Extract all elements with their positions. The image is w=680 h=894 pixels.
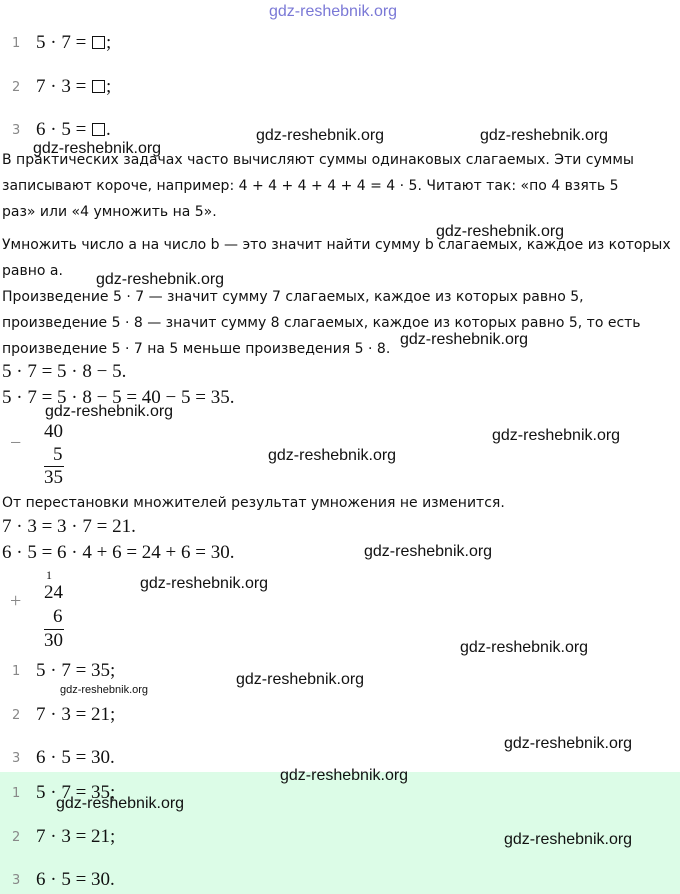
paragraph-line: произведение 5 · 7 на 5 меньше произведения 5 · 8. <box>2 341 391 357</box>
exercise-expression: 6 · 5 = . <box>36 119 111 140</box>
answer-box-icon <box>92 80 105 93</box>
paragraph-line: равно a. <box>2 263 63 279</box>
watermark: gdz-reshebnik.org <box>45 403 174 420</box>
exercise-number: 1 <box>12 36 21 51</box>
watermark-top: gdz-reshebnik.org <box>269 3 398 20</box>
equation: 7 · 3 = 3 · 7 = 21. <box>2 516 136 537</box>
watermark: gdz-reshebnik.org <box>460 639 589 656</box>
paragraph-line: произведение 5 · 8 — значит сумму 8 слагаемых, каждое из которых равно 5, то есть <box>2 315 641 331</box>
difference: 35 <box>44 467 63 488</box>
answer-expression: 7 · 3 = 21; <box>36 826 116 847</box>
paragraph-line: Умножить число a на число b — это значит найти сумму b слагаемых, каждое из которых <box>2 237 671 253</box>
minus-sign: − <box>10 432 22 454</box>
addend-bottom: 6 <box>53 606 63 627</box>
minuend: 40 <box>44 421 63 442</box>
plus-sign: + <box>10 590 22 612</box>
watermark: gdz-reshebnik.org <box>436 223 565 240</box>
watermark: gdz-reshebnik.org <box>60 684 149 696</box>
exercise-expression: 7 · 3 = ; <box>36 76 112 97</box>
carry-digit: 1 <box>46 568 52 582</box>
equation: 6 · 5 = 6 · 4 + 6 = 24 + 6 = 30. <box>2 542 235 563</box>
watermark: gdz-reshebnik.org <box>504 831 633 848</box>
watermark: gdz-reshebnik.org <box>268 447 397 464</box>
watermark: gdz-reshebnik.org <box>504 735 633 752</box>
paragraph-line: Произведение 5 · 7 — значит сумму 7 слагаемых, каждое из которых равно 5, <box>2 289 584 305</box>
answer-number: 2 <box>12 708 21 723</box>
addend-top: 24 <box>44 582 63 603</box>
watermark: gdz-reshebnik.org <box>400 331 529 348</box>
answer-expression: 5 · 7 = 35; <box>36 782 116 803</box>
paragraph-line: В практических задачах часто вычисляют суммы одинаковых слагаемых. Эти суммы <box>2 152 634 168</box>
sum: 30 <box>44 630 63 651</box>
exercise-number: 3 <box>12 123 21 138</box>
answer-box-icon <box>92 36 105 49</box>
watermark: gdz-reshebnik.org <box>236 671 365 688</box>
watermark: gdz-reshebnik.org <box>492 427 621 444</box>
watermark: gdz-reshebnik.org <box>256 127 385 144</box>
subtrahend: 5 <box>53 444 63 465</box>
exercise-expression: 5 · 7 = ; <box>36 32 112 53</box>
equation: 5 · 7 = 5 · 8 − 5 = 40 − 5 = 35. <box>2 387 235 408</box>
answer-box-icon <box>92 123 105 136</box>
watermark: gdz-reshebnik.org <box>364 543 493 560</box>
watermark: gdz-reshebnik.org <box>56 795 185 812</box>
answer-number: 1 <box>12 664 21 679</box>
answer-expression: 7 · 3 = 21; <box>36 704 116 725</box>
answer-number: 3 <box>12 751 21 766</box>
equation: 5 · 7 = 5 · 8 − 5. <box>2 361 127 382</box>
answer-number: 2 <box>12 830 21 845</box>
answer-expression: 6 · 5 = 30. <box>36 869 115 890</box>
answer-number: 3 <box>12 873 21 888</box>
paragraph-line: От перестановки множителей результат умножения не изменится. <box>2 495 505 511</box>
watermark: gdz-reshebnik.org <box>280 767 409 784</box>
watermark: gdz-reshebnik.org <box>96 271 225 288</box>
watermark: gdz-reshebnik.org <box>480 127 609 144</box>
paragraph-line: записывают короче, например: 4 + 4 + 4 + 4 + 4 = 4 · 5. Читают так: «по 4 взять 5 <box>2 178 619 194</box>
watermark: gdz-reshebnik.org <box>140 575 269 592</box>
answer-expression: 6 · 5 = 30. <box>36 747 115 768</box>
answer-expression: 5 · 7 = 35; <box>36 660 116 681</box>
exercise-number: 2 <box>12 80 21 95</box>
answer-number: 1 <box>12 786 21 801</box>
paragraph-line: раз» или «4 умножить на 5». <box>2 204 217 220</box>
watermark: gdz-reshebnik.org <box>33 140 162 157</box>
